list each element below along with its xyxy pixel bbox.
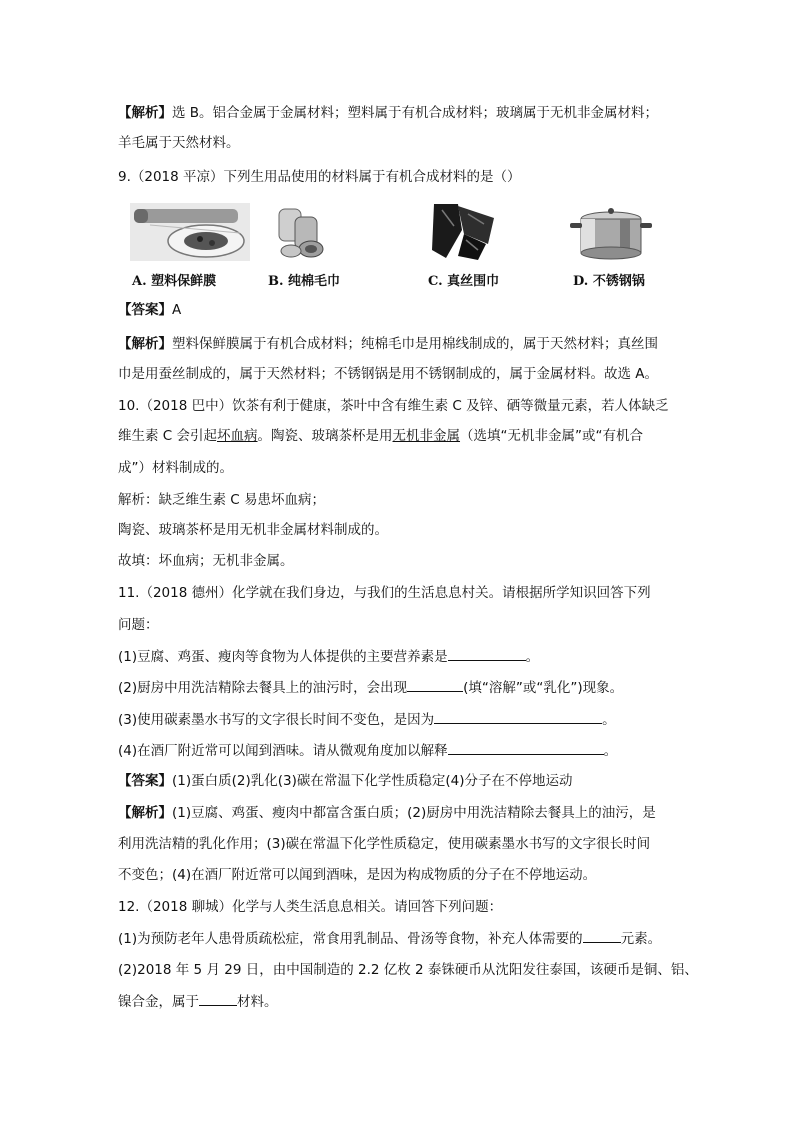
answer-value: (1)蛋白质(2)乳化(3)碳在常温下化学性质稳定(4)分子在不停地运动 — [172, 773, 573, 789]
q11-analysis-line — [118, 803, 656, 823]
answer-blank — [448, 646, 526, 661]
q8-analysis-line: 羊毛属于天然材料。 — [118, 135, 240, 151]
answer-value: A — [172, 302, 182, 318]
analysis-label: 【解析】 — [118, 805, 172, 821]
text-segment: (填“溶解”或“乳化”)现象。 — [463, 680, 624, 696]
answer-blank — [583, 928, 621, 943]
q11-subquestion — [118, 740, 617, 761]
analysis-label: 【解析】 — [118, 336, 172, 352]
text-segment: 。 — [602, 712, 616, 728]
q10-stem-line: 成”）材料制成的。 — [118, 460, 233, 476]
option-c-caption: C. 真丝围巾 — [428, 274, 500, 289]
q9-answer — [118, 300, 181, 320]
answer-blank — [199, 991, 237, 1006]
q10-fill-answer: 故填：坏血病；无机非金属。 — [118, 553, 294, 569]
text-segment: 材料。 — [237, 994, 278, 1010]
text-segment: (1)为预防老年人患骨质疏松症，常食用乳制品、骨汤等食物，补充人体需要的 — [118, 931, 583, 947]
q11-stem-line: 11.（2018 德州）化学就在我们身边，与我们的生活息息村关。请根据所学知识回答下列 — [118, 585, 651, 601]
text-segment: (2)厨房中用洗洁精除去餐具上的油污时，会出现 — [118, 680, 408, 696]
plastic-wrap-icon — [130, 203, 250, 261]
option-d-caption: D. 不锈钢锅 — [573, 274, 645, 289]
text-segment: 维生素 C 会引起 — [118, 428, 218, 444]
q12-subquestion — [118, 928, 661, 949]
answer-label: 【答案】 — [118, 302, 172, 318]
analysis-text: 塑料保鲜膜属于有机合成材料；纯棉毛巾是用棉线制成的，属于天然材料；真丝围 — [172, 336, 658, 352]
q10-stem-line: 10.（2018 巴中）饮茶有利于健康，茶叶中含有维生素 C 及锌、硒等微量元素，若人体缺乏 — [118, 398, 669, 414]
q9-analysis-line: 巾是用蚕丝制成的，属于天然材料；不锈钢锅是用不锈钢制成的，属于金属材料。故选 A。 — [118, 366, 659, 382]
q11-subquestion — [118, 709, 616, 730]
silk-scarf-icon — [428, 200, 500, 262]
q10-analysis-line: 陶瓷、玻璃茶杯是用无机非金属材料制成的。 — [118, 522, 388, 538]
q11-analysis-line: 不变色；(4)在酒厂附近常可以闻到酒味，是因为构成物质的分子在不停地运动。 — [118, 867, 597, 883]
filled-blank: 坏血病 — [217, 428, 258, 444]
answer-blank — [448, 740, 604, 755]
q12-stem-line: 12.（2018 聊城）化学与人类生活息息相关。请回答下列问题： — [118, 899, 503, 915]
analysis-text: 选 B。铝合金属于金属材料；塑料属于有机合成材料；玻璃属于无机非金属材料； — [172, 105, 659, 121]
q12-subquestion: (2)2018 年 5 月 29 日，由中国制造的 2.2 亿枚 2 泰铢硬币从沈阳发往泰国，该硬币是铜、铝、 — [118, 962, 698, 978]
q11-subquestion — [118, 646, 539, 667]
option-a-caption: A. 塑料保鲜膜 — [132, 274, 217, 289]
q12-subquestion — [118, 991, 278, 1012]
text-segment: (3)使用碳素墨水书写的文字很长时间不变色，是因为 — [118, 712, 435, 728]
text-segment: 。陶瓷、玻璃茶杯是用 — [257, 428, 393, 444]
answer-label: 【答案】 — [118, 773, 172, 789]
text-segment: 。 — [603, 743, 618, 759]
q10-analysis-line: 解析：缺乏维生素 C 易患坏血病； — [118, 492, 326, 508]
analysis-label: 【解析】 — [118, 105, 172, 121]
q9-analysis-line — [118, 334, 658, 354]
q11-subquestion — [118, 677, 623, 698]
text-segment: (4)在酒厂附近常可以闻到酒味。请从微观角度加以解释 — [118, 743, 448, 759]
text-segment: (1)豆腐、鸡蛋、瘦肉等食物为人体提供的主要营养素是 — [118, 649, 448, 665]
q9-stem: 9.（2018 平凉）下列生用品使用的材料属于有机合成材料的是（） — [118, 169, 521, 185]
option-b-caption: B. 纯棉毛巾 — [268, 274, 341, 289]
cotton-towel-icon — [271, 203, 333, 261]
q11-answer — [118, 771, 573, 791]
text-segment: （选填“无机非金属”或“有机合 — [460, 428, 643, 444]
answer-blank — [407, 677, 463, 692]
q11-analysis-line: 利用洗洁精的乳化作用；(3)碳在常温下化学性质稳定，使用碳素墨水书写的文字很长时间 — [118, 836, 651, 852]
text-segment: 。 — [525, 649, 540, 665]
steel-pot-icon — [568, 203, 654, 263]
text-segment: 元素。 — [620, 931, 662, 947]
filled-blank: 无机非金属 — [392, 428, 461, 444]
text-segment: 镍合金，属于 — [118, 994, 199, 1010]
q10-stem-line — [118, 426, 643, 446]
q11-stem-line: 问题： — [118, 617, 159, 633]
analysis-text: (1)豆腐、鸡蛋、瘦肉中都富含蛋白质；(2)厨房中用洗洁精除去餐具上的油污，是 — [172, 805, 656, 821]
q8-analysis-line — [118, 103, 658, 123]
answer-blank — [434, 709, 602, 724]
